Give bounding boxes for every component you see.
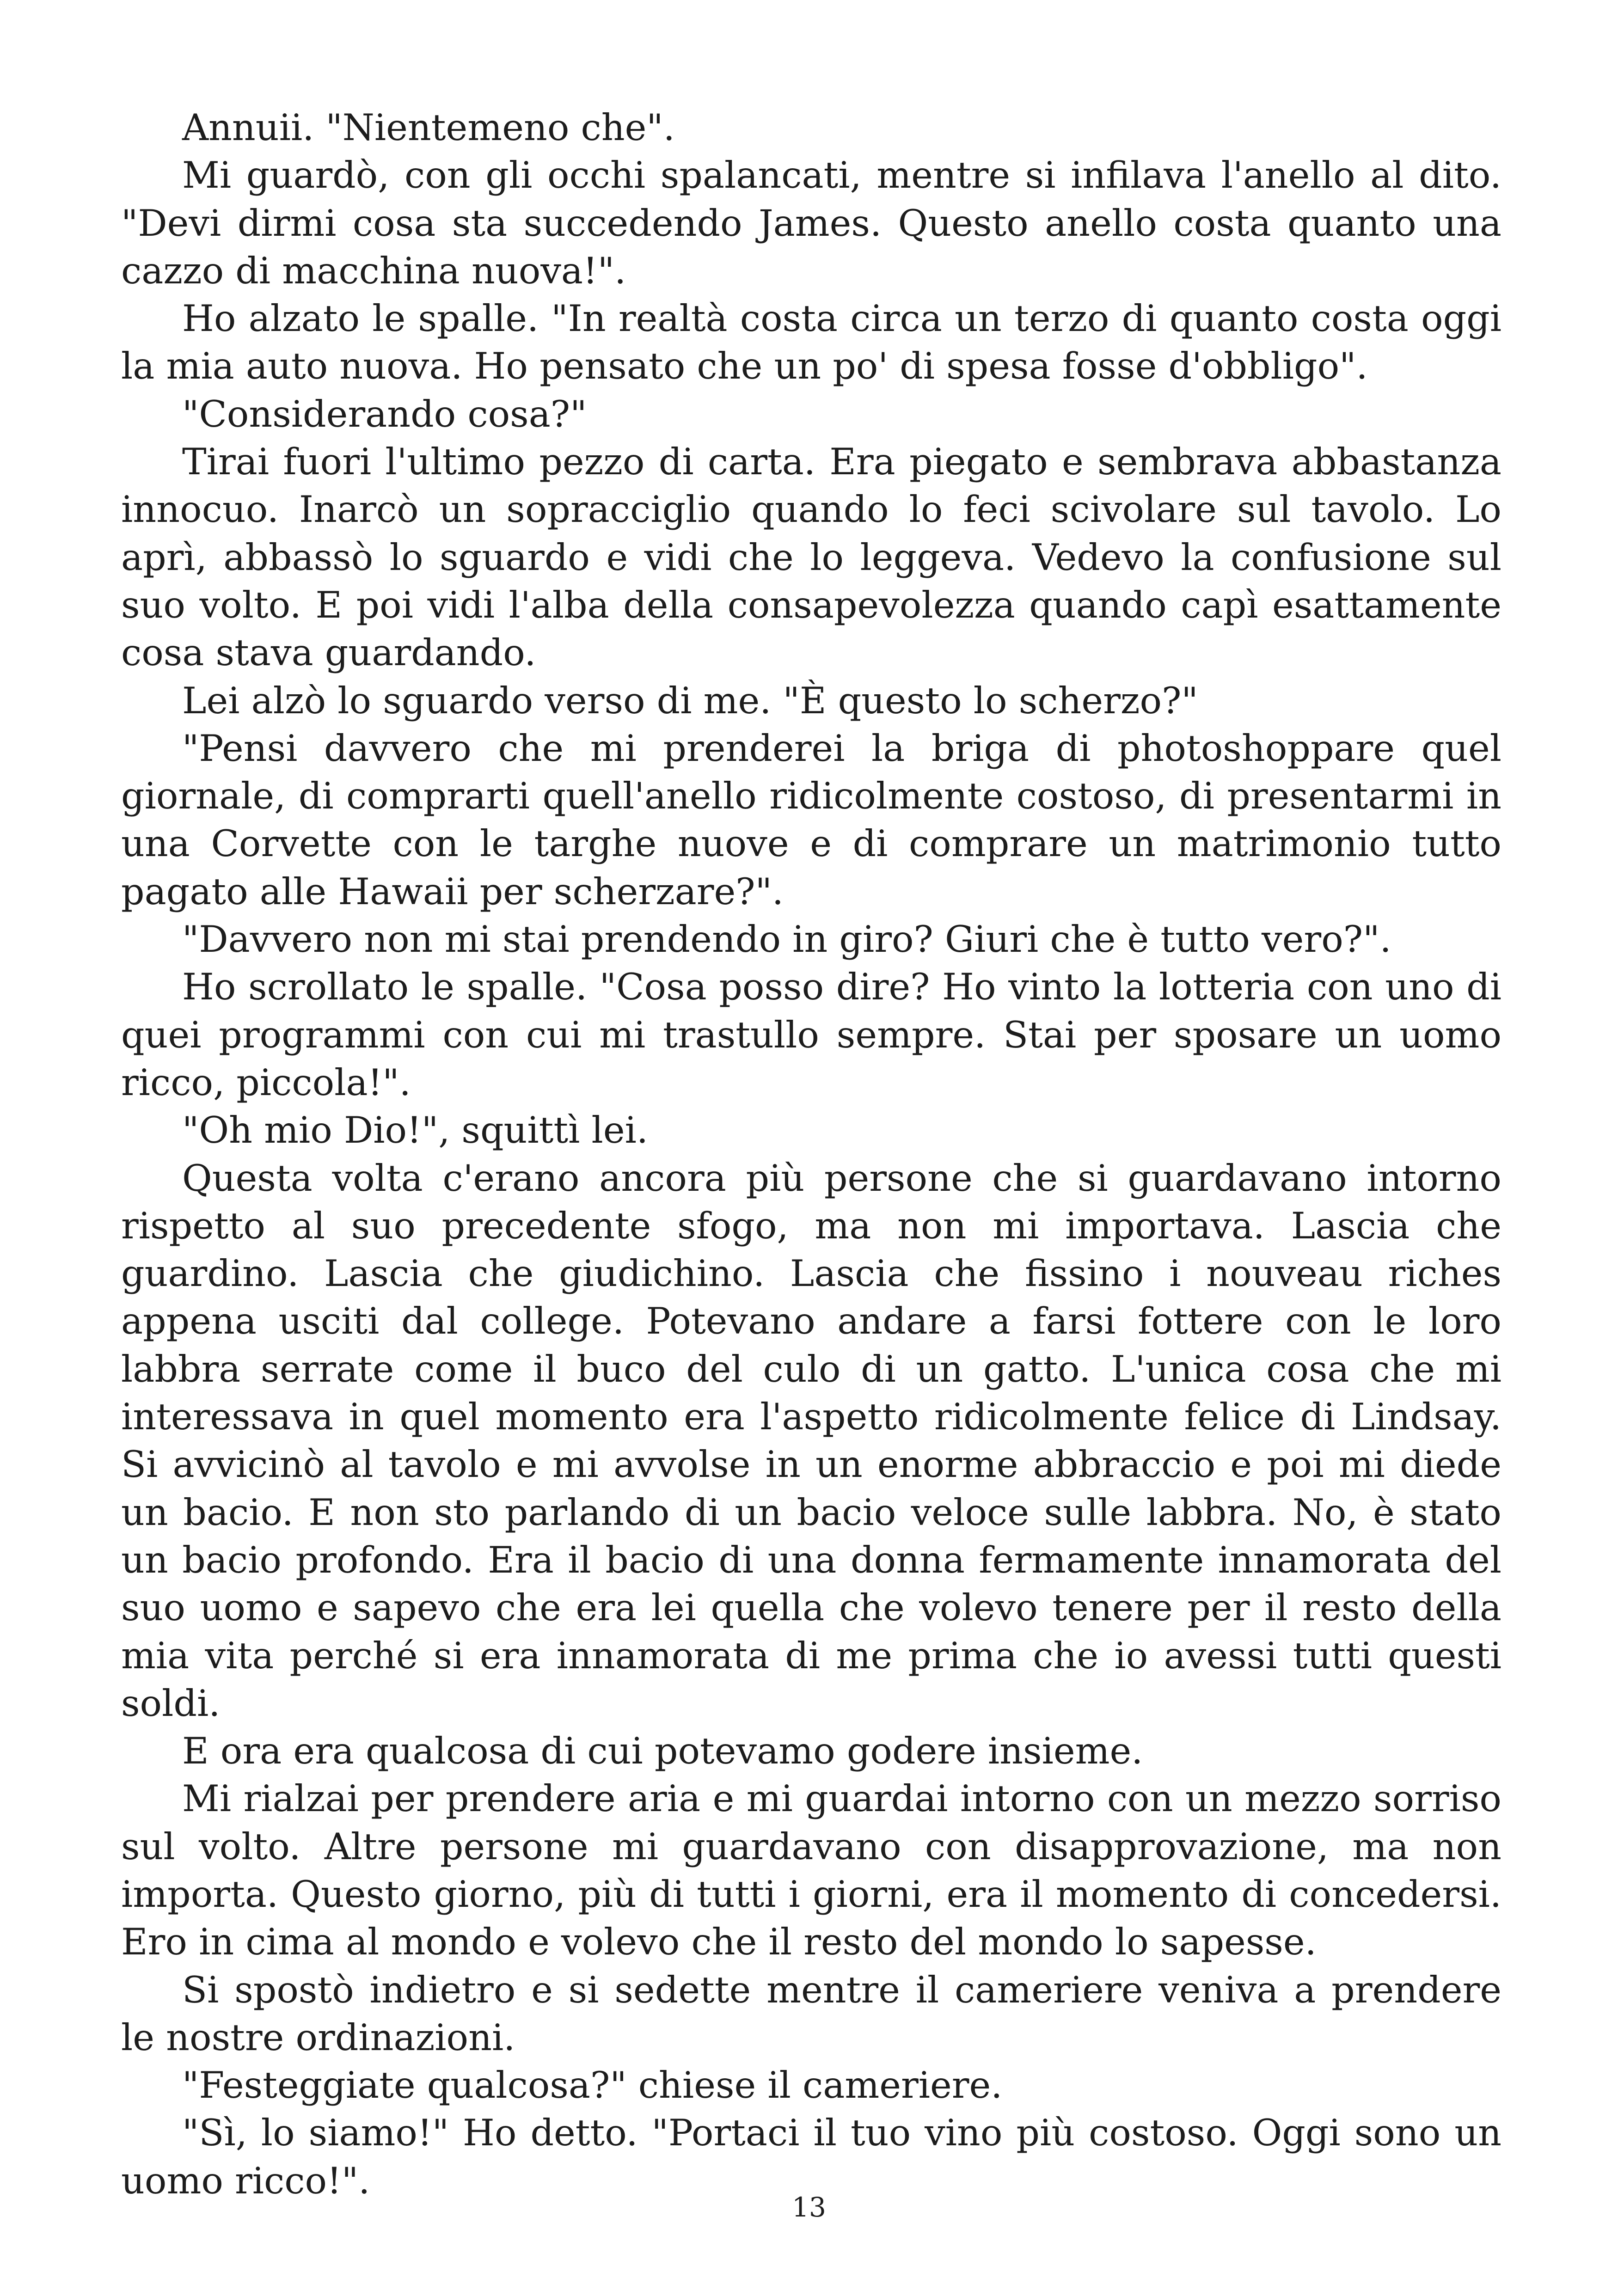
paragraph: E ora era qualcosa di cui potevamo godere insieme. — [182, 1730, 1143, 1773]
page-number: 13 — [792, 2192, 826, 2223]
paragraph: Tirai fuori l'ultimo pezzo di carta. Era piegato e sembrava abbastanza innocuo. Inarcò un sopracciglio quando lo feci scivolare sul tavolo. Lo aprì, abbassò lo sguardo e vidi che lo leggeva. Vedevo la confusione sul suo volto. E poi vidi l'alba della consapevolezza quando capì esattamente cosa stava guardando. — [121, 441, 1502, 674]
paragraph: Si spostò indietro e si sedette mentre il cameriere veniva a prendere le nostre ordinazioni. — [121, 1968, 1502, 2059]
paragraph: Lei alzò lo sguardo verso di me. "È questo lo scherzo?" — [182, 679, 1198, 722]
paragraph: "Sì, lo siamo!" Ho detto. "Portaci il tuo vino più costoso. Oggi sono un uomo ricco!". — [121, 2112, 1502, 2202]
paragraph: "Pensi davvero che mi prenderei la briga di photoshoppare quel giornale, di comprarti quell'anello ridicolmente costoso, di presentarmi in una Corvette con le targhe nuove e di comprare un matrimonio tutto pagato alle Hawaii per scherzare?". — [121, 727, 1502, 913]
paragraph: Questa volta c'erano ancora più persone che si guardavano intorno rispetto al suo precedente sfogo, ma non mi importava. Lascia che guardino. Lascia che giudichino. Lascia che fissino i nouveau riches appena usciti dal college. Potevano andare a farsi fottere con le loro labbra serrate come il buco del culo di un gatto. L'unica cosa che mi interessava in quel momento era l'aspetto ridicolmente felice di Lindsay. Si avvicinò al tavolo e mi avvolse in un enorme abbraccio e poi mi diede un bacio. E non sto parlando di un bacio veloce sulle labbra. No, è stato un bacio profondo. Era il bacio di una donna fermamente innamorata del suo uomo e sapevo che era lei quella che volevo tenere per il resto della mia vita perché si era innamorata di me prima che io avessi tutti questi soldi. — [121, 1157, 1502, 1725]
paragraph: "Festeggiate qualcosa?" chiese il cameriere. — [182, 2064, 1003, 2107]
paragraph: Mi rialzai per prendere aria e mi guardai intorno con un mezzo sorriso sul volto. Altre persone mi guardavano con disapprovazione, ma non importa. Questo giorno, più di tutti i giorni, era il momento di concedersi. Ero in cima al mondo e volevo che il resto del mondo lo sapesse. — [121, 1777, 1502, 1964]
paragraph: "Considerando cosa?" — [182, 392, 587, 435]
paragraph: Mi guardò, con gli occhi spalancati, mentre si infilava l'anello al dito. "Devi dirmi cosa sta succedendo James. Questo anello costa quanto una cazzo di macchina nuova!". — [121, 154, 1502, 292]
paragraph: Ho alzato le spalle. "In realtà costa circa un terzo di quanto costa oggi la mia auto nuova. Ho pensato che un po' di spesa fosse d'obbligo". — [121, 297, 1502, 388]
paragraph: Annuii. "Nientemeno che". — [182, 106, 675, 149]
paragraph: Ho scrollato le spalle. "Cosa posso dire? Ho vinto la lotteria con uno di quei programmi con cui mi trastullo sempre. Stai per sposare un uomo ricco, piccola!". — [121, 966, 1502, 1104]
body-text — [121, 104, 1502, 2205]
paragraph: "Davvero non mi stai prendendo in giro? Giuri che è tutto vero?". — [182, 918, 1391, 961]
paragraph: "Oh mio Dio!", squittì lei. — [182, 1109, 648, 1152]
